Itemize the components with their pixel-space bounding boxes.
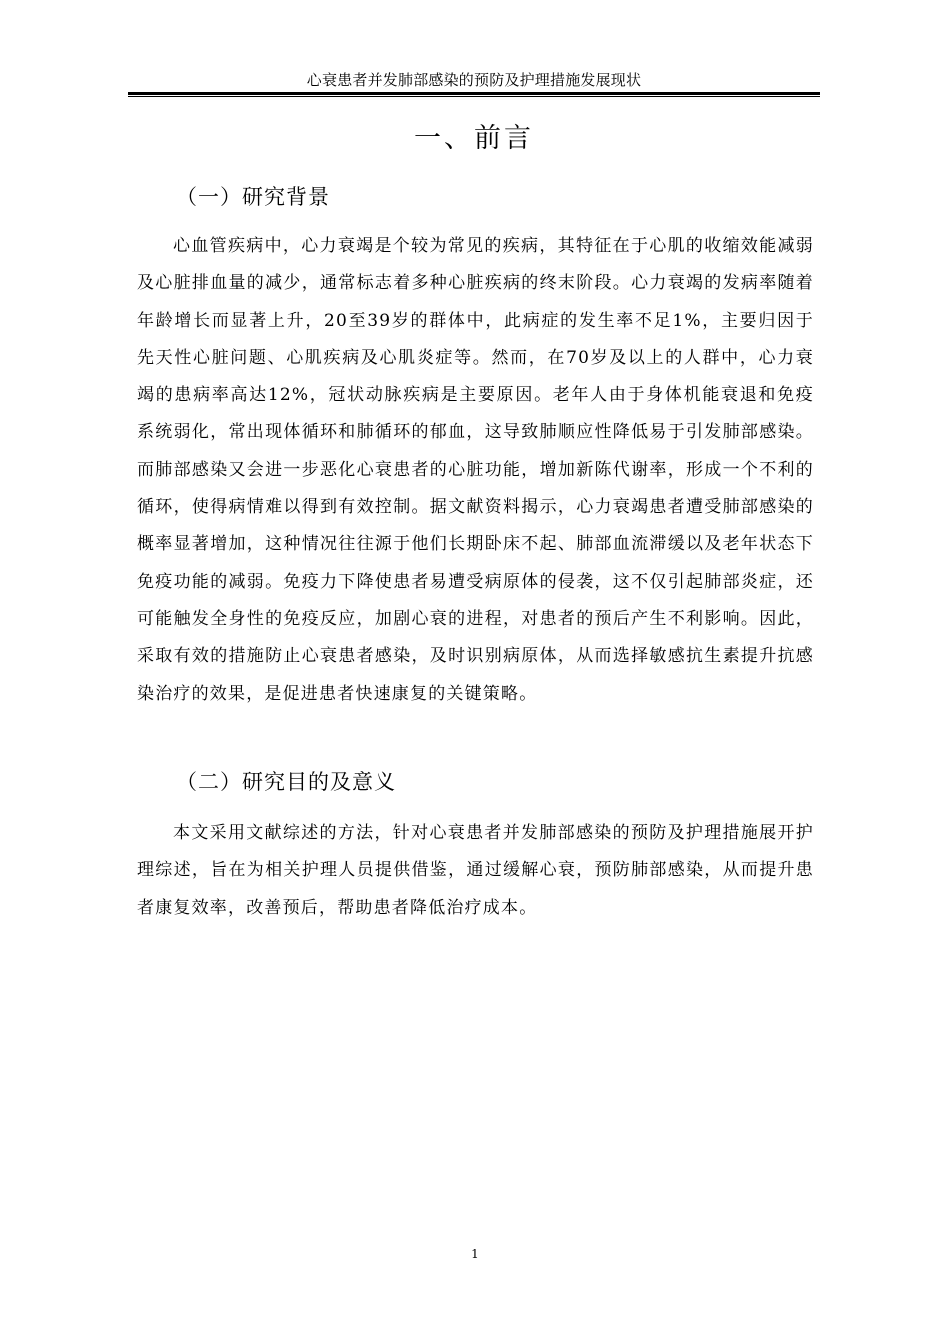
page-number: 1 — [471, 1247, 479, 1261]
section-heading-background: （一）研究背景 — [176, 185, 330, 209]
paragraph-purpose: 本文采用文献综述的方法，针对心衰患者并发肺部感染的预防及护理措施展开护理综述，旨在为相关护理人员提供借鉴，通过缓解心衰，预防肺部感染，从而提升患者康复效率，改善预后，帮助患者降低治疗成本。 — [137, 823, 814, 918]
paragraph-background: 心血管疾病中，心力衰竭是个较为常见的疾病，其特征在于心肌的收缩效能减弱及心脏排血量的减少，通常标志着多种心脏疾病的终末阶段。心力衰竭的发病率随着年龄增长而显著上升，20至39岁的群体中，此病症的发生率不足1%，主要归因于先天性心脏问题、心肌疾病及心肌炎症等。然而，在70岁及以上的人群中，心力衰竭的患病率高达12%，冠状动脉疾病是主要原因。老年人由于身体机能衰退和免疫系统弱化，常出现体循环和肺循环的郁血，这导致肺顺应性降低易于引发肺部感染。而肺部感染又会进一步恶化心衰患者的心脏功能，增加新陈代谢率，形成一个不利的循环，使得病情难以得到有效控制。据文献资料揭示，心力衰竭患者遭受肺部感染的概率显著增加，这种情况往往源于他们长期卧床不起、肺部血流滞缓以及老年状态下免疫功能的减弱。免疫力下降使患者易遭受病原体的侵袭，这不仅引起肺部炎症，还可能触发全身性的免疫反应，加剧心衰的进程，对患者的预后产生不利影响。因此，采取有效的措施防止心衰患者感染，及时识别病原体，从而选择敏感抗生素提升抗感染治疗的效果，是促进患者快速康复的关键策略。 — [137, 236, 814, 704]
header-rule — [128, 92, 820, 95]
chapter-title: 一、前言 — [414, 123, 534, 154]
header-rule-secondary — [128, 96, 820, 97]
running-header: 心衰患者并发肺部感染的预防及护理措施发展现状 — [306, 71, 642, 89]
section-heading-purpose: （二）研究目的及意义 — [176, 770, 396, 794]
